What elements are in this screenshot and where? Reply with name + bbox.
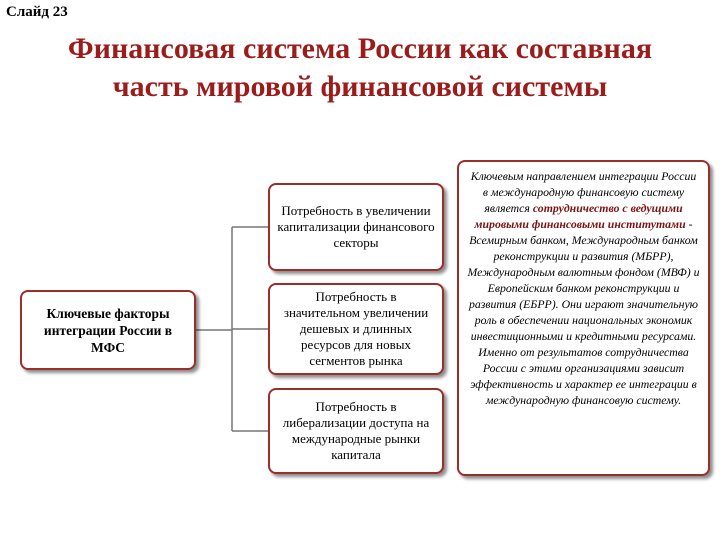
key-factors-box <box>20 290 196 370</box>
need-label: Потребность в увеличении капитализации финансового секторы <box>277 203 435 250</box>
description-text-after: - Всемирным банком, Международным банком реконструкции и развития (МБРР), Международным валютным фондом (МВФ) и Европейским банком реконструкции и развития (ЕБРР). Они играют значительную роль в обеспечении национальных экономик инвестиционными и кредитными ресурсами. Именно от результатов сотрудничества России с этими организациями зависит эффективность и характер ее интеграции в международную финансовую систему. <box>467 217 700 407</box>
need-label: Потребность в либерализации доступа на международные рынки капитала <box>282 399 430 462</box>
description-text-before: Ключевым направлением интеграции России в международную финансовую систему является <box>470 169 697 215</box>
key-factors-label: Ключевые факторы интеграции России в МФС <box>43 305 173 355</box>
title-line-2: часть мировой финансовой системы <box>112 70 608 103</box>
title-line-1: Финансовая система России как составная <box>67 32 653 65</box>
slide-number-label: Слайд 23 <box>6 4 68 20</box>
need-label: Потребность в значительном увеличении дешевых и длинных ресурсов для новых сегментов рынка <box>283 289 429 368</box>
description-highlight: сотрудничество с ведущими мировыми финансовыми институтами <box>474 201 686 231</box>
need-box-resources <box>268 283 444 375</box>
need-box-capitalization <box>268 183 444 271</box>
integration-description-box <box>457 160 710 476</box>
need-box-liberalization <box>268 388 444 474</box>
